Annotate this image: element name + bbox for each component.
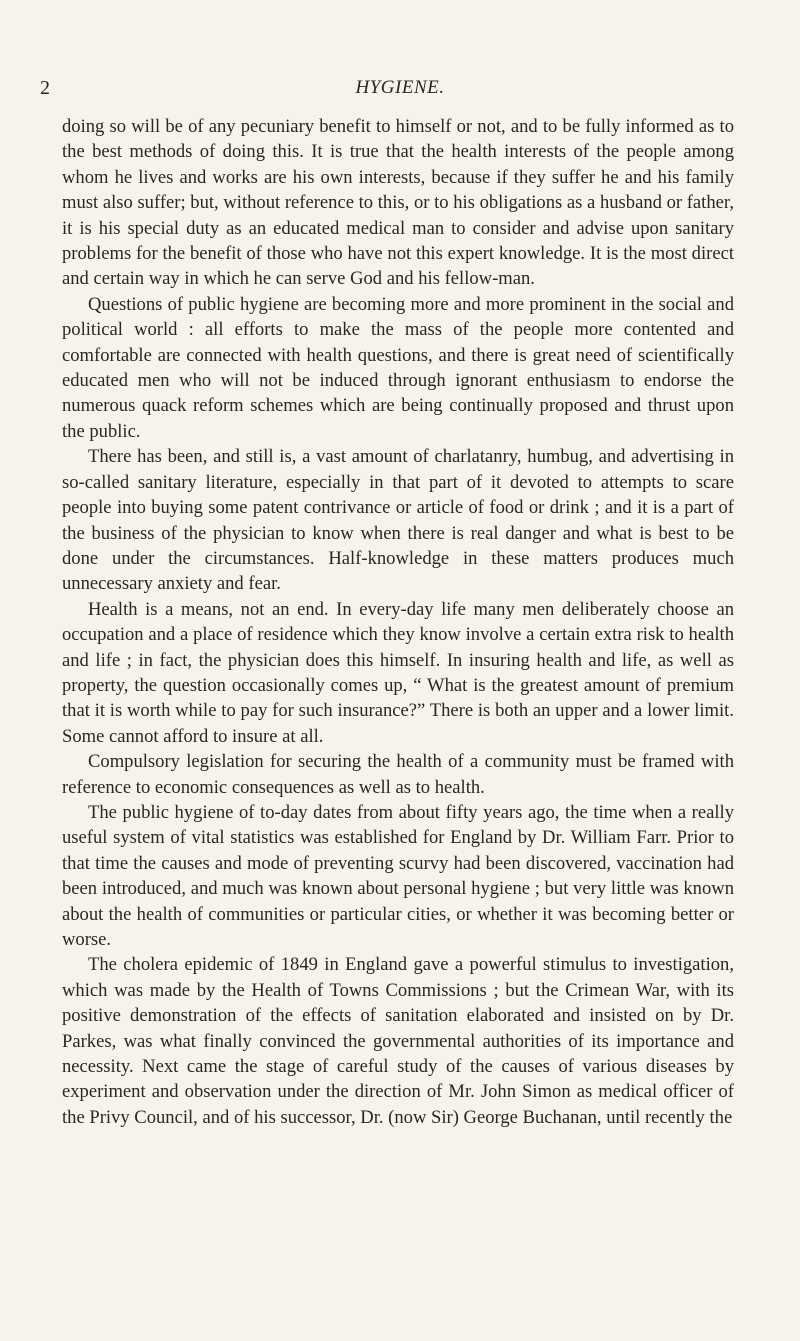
body-text [62, 114, 734, 1130]
paragraph-continuation: doing so will be of any pecuniary benefit to himself or not, and to be fully informed as to the best methods of doing this. It is true that the health interests of the people among whom he lives and works are his own interests, because if they suffer he and his family must also suffer; but, without reference to this, or to his obligations as a husband or father, it is his special duty as an educated medical man to consider and advise upon sanitary problems for the benefit of those who have not this expert knowledge. It is the most direct and certain way in which he can serve God and his fellow-man. [62, 116, 734, 290]
running-title: HYGIENE. [355, 77, 445, 98]
page-number: 2 [40, 77, 50, 99]
paragraph-public-hygiene-history: The public hygiene of to-day dates from about fifty years ago, the time when a really useful system of vital statistics was established for England by Dr. William Farr. Prior to that time the causes and mode of preventing scurvy had been discovered, vaccination had been introduced, and much was known about personal hygiene ; but very little was known about the health of communities or particular cities, or whether it was becoming better or worse. [62, 801, 734, 950]
running-head [40, 76, 760, 100]
paragraph-public-hygiene-questions: Questions of public hygiene are becoming more and more prominent in the social and political world : all efforts to make the mass of the people more contented and comfortable are connected with health questions, and there is great need of scientifically educated men who will not be induced through ignorant enthusiasm to endorse the numerous quack reform schemes which are being continually proposed and thrust upon the public. [62, 293, 734, 442]
paragraph-charlatanry: There has been, and still is, a vast amount of charlatanry, humbug, and advertising in so-called sanitary literature, especially in that part of it devoted to attempts to scare people into buying some patent contrivance or article of food or drink ; and it is a part of the business of the physician to know when there is real danger and what is best to be done under the circumstances. Half-knowledge in these matters produces much unnecessary anxiety and fear. [62, 446, 734, 595]
paragraph-health-means: Health is a means, not an end. In every-day life many men deliberately choose an occupation and a place of residence which they know involve a certain extra risk to health and life ; in fact, the physician does this himself. In insuring health and life, as well as property, the question occasionally comes up, “ What is the greatest amount of premium that it is worth while to pay for such insurance?” There is both an upper and a lower limit. Some cannot afford to insure at all. [62, 598, 734, 747]
paragraph-cholera-epidemic: The cholera epidemic of 1849 in England gave a powerful stimulus to investigation, which was made by the Health of Towns Commissions ; but the Crimean War, with its positive demonstration of the effects of sanitation elaborated and insisted on by Dr. Parkes, was what finally convinced the governmental authorities of its importance and necessity. Next came the stage of careful study of the causes of various diseases by experiment and observation under the direction of Mr. John Simon as medical officer of the Privy Council, and of his successor, Dr. (now Sir) George Buchanan, until recently the [62, 954, 734, 1128]
paragraph-compulsory-legislation: Compulsory legislation for securing the health of a community must be framed with reference to economic consequences as well as to health. [62, 751, 734, 798]
